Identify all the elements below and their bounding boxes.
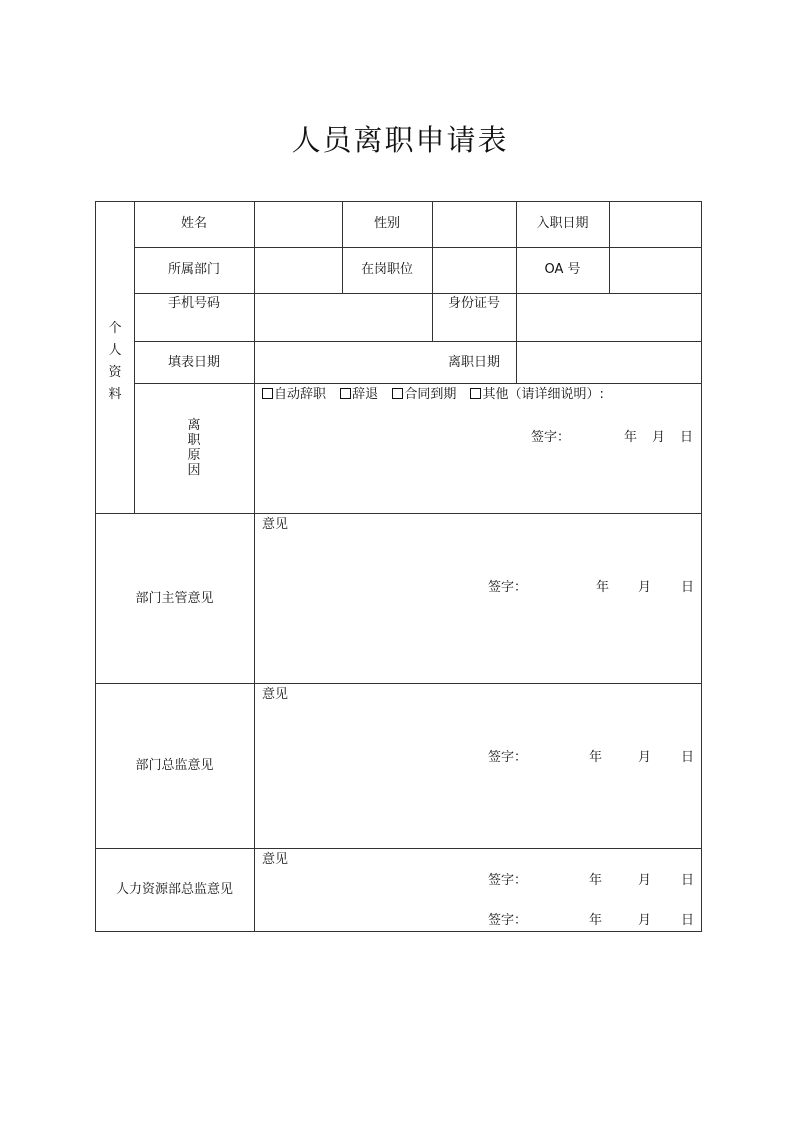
director-opinion-field[interactable] xyxy=(255,705,700,745)
manager-opinion-title: 意见 xyxy=(262,517,289,532)
option-voluntary[interactable]: 自动辞职 xyxy=(262,387,326,403)
hr-opinion-title: 意见 xyxy=(262,852,289,867)
checkbox-icon[interactable] xyxy=(392,388,403,399)
hire-date-field[interactable] xyxy=(610,202,700,247)
form-title: 人员离职申请表 xyxy=(291,123,509,157)
gender-field[interactable] xyxy=(433,202,515,247)
fill-date-field[interactable] xyxy=(255,342,431,383)
manager-opinion-field[interactable] xyxy=(255,535,700,575)
checkbox-icon[interactable] xyxy=(262,388,273,399)
reason-options xyxy=(262,387,614,403)
oa-label: OA 号 xyxy=(544,262,581,277)
manager-day-label: 日 xyxy=(681,580,695,595)
director-opinion-title: 意见 xyxy=(262,687,289,702)
hr-signature-label-1: 签字： xyxy=(488,873,528,888)
department-label: 所属部门 xyxy=(167,262,220,277)
option-dismissed[interactable]: 辞退 xyxy=(340,387,378,403)
name-label: 姓名 xyxy=(180,216,207,231)
leave-date-label: 离职日期 xyxy=(447,355,500,370)
manager-signature-label: 签字： xyxy=(488,580,528,595)
phone-label: 手机号码 xyxy=(167,296,220,311)
hr-year-label-1: 年 xyxy=(589,873,603,888)
reason-year-label: 年 xyxy=(624,430,638,445)
director-day-label: 日 xyxy=(681,750,695,765)
id-label: 身份证号 xyxy=(447,296,500,311)
director-signature-label: 签字： xyxy=(488,750,528,765)
director-year-label: 年 xyxy=(589,750,603,765)
reason-label: 离职原因 xyxy=(187,418,201,478)
reason-day-label: 日 xyxy=(680,430,694,445)
fill-date-label: 填表日期 xyxy=(167,355,220,370)
option-contract-expired[interactable]: 合同到期 xyxy=(392,387,456,403)
checkbox-icon[interactable] xyxy=(470,388,481,399)
position-field[interactable] xyxy=(433,248,515,293)
hr-opinion-label: 人力资源部总监意见 xyxy=(115,882,233,897)
oa-field[interactable] xyxy=(610,248,700,293)
gender-label: 性别 xyxy=(373,216,400,231)
department-field[interactable] xyxy=(255,248,341,293)
hr-day-label-1: 日 xyxy=(681,873,695,888)
leave-date-field[interactable] xyxy=(517,342,700,383)
hr-month-label-2: 月 xyxy=(638,913,652,928)
hire-date-label: 入职日期 xyxy=(536,216,589,231)
option-other[interactable]: 其他（请详细说明）: xyxy=(470,387,603,403)
id-field[interactable] xyxy=(517,294,700,341)
reason-signature-label: 签字： xyxy=(531,430,571,445)
section-label-personal: 个人资料 xyxy=(108,321,122,402)
manager-year-label: 年 xyxy=(596,580,610,595)
hr-month-label-1: 月 xyxy=(638,873,652,888)
manager-month-label: 月 xyxy=(638,580,652,595)
manager-opinion-label: 部门主管意见 xyxy=(135,591,214,606)
reason-month-label: 月 xyxy=(652,430,666,445)
position-label: 在岗职位 xyxy=(360,262,413,277)
hr-year-label-2: 年 xyxy=(589,913,603,928)
director-month-label: 月 xyxy=(638,750,652,765)
checkbox-icon[interactable] xyxy=(340,388,351,399)
name-field[interactable] xyxy=(255,202,341,247)
director-opinion-label: 部门总监意见 xyxy=(135,758,214,773)
phone-field[interactable] xyxy=(255,294,431,341)
hr-signature-label-2: 签字： xyxy=(488,913,528,928)
hr-day-label-2: 日 xyxy=(681,913,695,928)
